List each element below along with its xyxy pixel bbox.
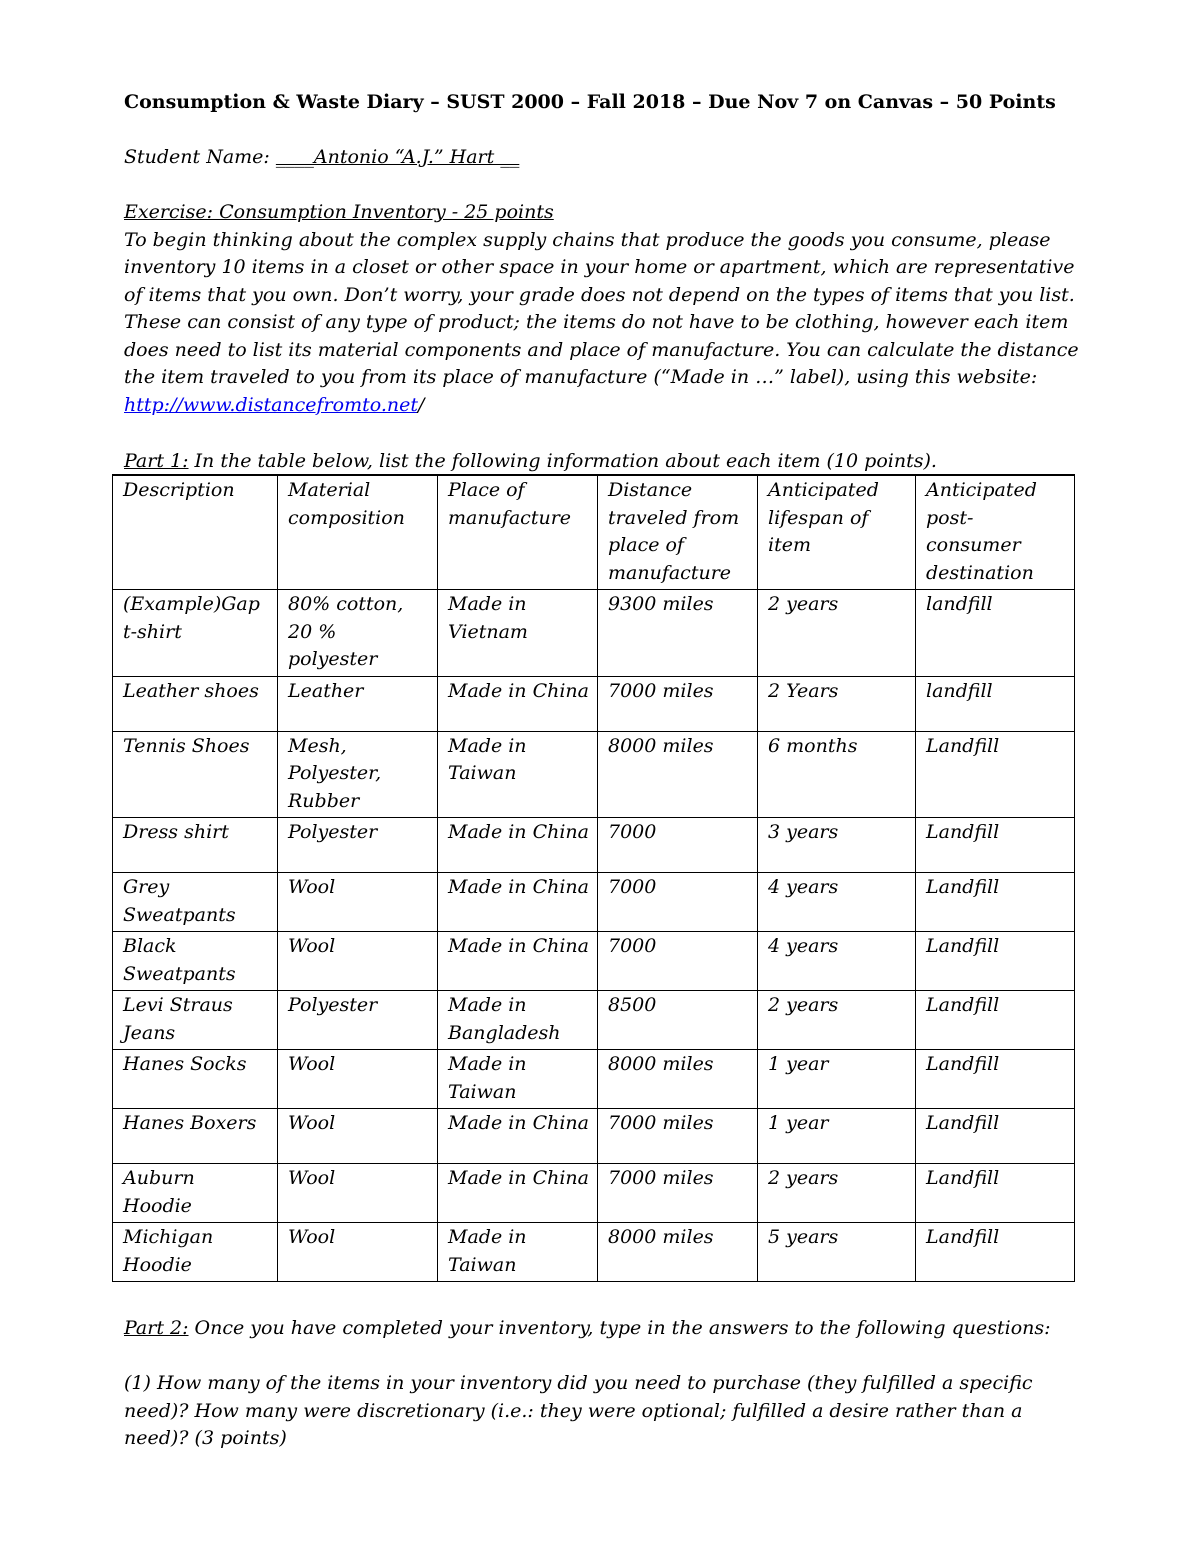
column-header: Anticipated post-consumer destination xyxy=(916,475,1075,590)
table-cell: Made in Bangladesh xyxy=(438,991,598,1050)
table-cell: 2 years xyxy=(758,991,916,1050)
table-cell: Landfill xyxy=(916,1223,1075,1282)
table-cell: Made in Taiwan xyxy=(438,1050,598,1109)
table-cell: Landfill xyxy=(916,873,1075,932)
table-cell: Landfill xyxy=(916,731,1075,818)
exercise-heading: Exercise: Consumption Inventory - 25 points xyxy=(124,201,554,223)
table-cell: Dress shirt xyxy=(113,818,278,873)
table-cell: Wool xyxy=(278,1223,438,1282)
table-cell: 1 year xyxy=(758,1109,916,1164)
table-cell: Made in Taiwan xyxy=(438,731,598,818)
inventory-table xyxy=(112,474,1075,1282)
table-row xyxy=(113,1164,1075,1223)
table-cell: 1 year xyxy=(758,1050,916,1109)
table-cell: 2 years xyxy=(758,590,916,677)
part2-instructions xyxy=(124,1315,1051,1343)
table-cell: Leather shoes xyxy=(113,676,278,731)
table-row xyxy=(113,932,1075,991)
table-cell: Hanes Boxers xyxy=(113,1109,278,1164)
student-name-value: ____Antonio “A.J.” Hart __ xyxy=(275,146,520,168)
table-cell: Landfill xyxy=(916,932,1075,991)
table-row xyxy=(113,731,1075,818)
table-cell: Made in China xyxy=(438,818,598,873)
table-cell: 8500 xyxy=(598,991,758,1050)
table-cell: Wool xyxy=(278,873,438,932)
table-cell: Made in Vietnam xyxy=(438,590,598,677)
part2-text: Once you have completed your inventory, type in the answers to the following questions: xyxy=(188,1317,1051,1339)
part2-label: Part 2: xyxy=(124,1317,189,1339)
table-row xyxy=(113,1109,1075,1164)
table-row xyxy=(113,991,1075,1050)
table-cell: 4 years xyxy=(758,873,916,932)
table-cell: Tennis Shoes xyxy=(113,731,278,818)
table-cell: 8000 miles xyxy=(598,1223,758,1282)
table-cell: Made in China xyxy=(438,873,598,932)
table-cell: Polyester xyxy=(278,818,438,873)
table-cell: Landfill xyxy=(916,1164,1075,1223)
table-row xyxy=(113,590,1075,677)
table-cell: Landfill xyxy=(916,1050,1075,1109)
table-cell: 7000 miles xyxy=(598,1164,758,1223)
table-cell: Grey Sweatpants xyxy=(113,873,278,932)
table-cell: 6 months xyxy=(758,731,916,818)
exercise-instructions xyxy=(124,227,1094,420)
column-header: Distance traveled from place of manufacture xyxy=(598,475,758,590)
table-cell: Mesh, Polyester, Rubber xyxy=(278,731,438,818)
page-title: Consumption & Waste Diary – SUST 2000 – Fall 2018 – Due Nov 7 on Canvas – 50 Points xyxy=(124,91,1056,113)
table-cell: Leather xyxy=(278,676,438,731)
table-cell: Black Sweatpants xyxy=(113,932,278,991)
part1-label: Part 1: xyxy=(124,450,189,472)
table-cell: Michigan Hoodie xyxy=(113,1223,278,1282)
table-row xyxy=(113,1050,1075,1109)
table-cell: 7000 xyxy=(598,932,758,991)
table-cell: landfill xyxy=(916,590,1075,677)
table-cell: Wool xyxy=(278,932,438,991)
exercise-section xyxy=(124,199,1094,419)
table-cell: Made in China xyxy=(438,1164,598,1223)
table-cell: 7000 xyxy=(598,873,758,932)
table-cell: 80% cotton, 20 % polyester xyxy=(278,590,438,677)
table-cell: Landfill xyxy=(916,1109,1075,1164)
table-cell: Made in Taiwan xyxy=(438,1223,598,1282)
table-cell: Made in China xyxy=(438,1109,598,1164)
table-cell: Auburn Hoodie xyxy=(113,1164,278,1223)
table-cell: 8000 miles xyxy=(598,731,758,818)
table-cell: Landfill xyxy=(916,991,1075,1050)
table-cell: Hanes Socks xyxy=(113,1050,278,1109)
table-row xyxy=(113,676,1075,731)
table-row xyxy=(113,818,1075,873)
table-cell: 2 years xyxy=(758,1164,916,1223)
table-cell: 7000 miles xyxy=(598,1109,758,1164)
table-cell: 9300 miles xyxy=(598,590,758,677)
link-suffix: / xyxy=(418,393,425,416)
table-cell: 8000 miles xyxy=(598,1050,758,1109)
table-header-row xyxy=(113,475,1075,590)
table-cell: Wool xyxy=(278,1109,438,1164)
question-1: (1) How many of the items in your inventory did you need to purchase (they fulfilled a specific need)? How many were discretionary (i.e.: they were optional; fulfilled a desire rather than a need)? (3 points) xyxy=(124,1372,1033,1449)
table-cell: Polyester xyxy=(278,991,438,1050)
table-cell: 5 years xyxy=(758,1223,916,1282)
table-cell: (Example)Gap t-shirt xyxy=(113,590,278,677)
table-cell: Wool xyxy=(278,1164,438,1223)
table-row xyxy=(113,1223,1075,1282)
column-header: Material composition xyxy=(278,475,438,590)
table-cell: 7000 xyxy=(598,818,758,873)
table-cell: Wool xyxy=(278,1050,438,1109)
part1-instructions xyxy=(124,448,937,476)
table-cell: Made in China xyxy=(438,932,598,991)
table-cell: Landfill xyxy=(916,818,1075,873)
column-header: Description xyxy=(113,475,278,590)
table-cell: Levi Straus Jeans xyxy=(113,991,278,1050)
table-cell: 2 Years xyxy=(758,676,916,731)
student-name-label: Student Name: xyxy=(124,146,276,168)
table-row xyxy=(113,873,1075,932)
column-header: Place of manufacture xyxy=(438,475,598,590)
distance-website-link[interactable]: http://www.distancefromto.net xyxy=(124,393,418,416)
table-cell: 4 years xyxy=(758,932,916,991)
table-cell: landfill xyxy=(916,676,1075,731)
part1-text: In the table below, list the following information about each item (10 points). xyxy=(188,450,937,472)
student-name-line xyxy=(124,144,519,172)
table-cell: Made in China xyxy=(438,676,598,731)
column-header: Anticipated lifespan of item xyxy=(758,475,916,590)
table-cell: 3 years xyxy=(758,818,916,873)
exercise-body: To begin thinking about the complex supply chains that produce the goods you consume, please inventory 10 items in a closet or other space in your home or apartment, which are representative of items that you own. Don’t worry, your grade does not depend on the types of items that you list. These can consist of any type of product; the items do not have to be clothing, however each item does need to list its material components and place of manufacture. You can calculate the distance the item traveled to you from its place of manufacture (“Made in …” label), using this website: xyxy=(124,228,1079,388)
table-cell: 7000 miles xyxy=(598,676,758,731)
